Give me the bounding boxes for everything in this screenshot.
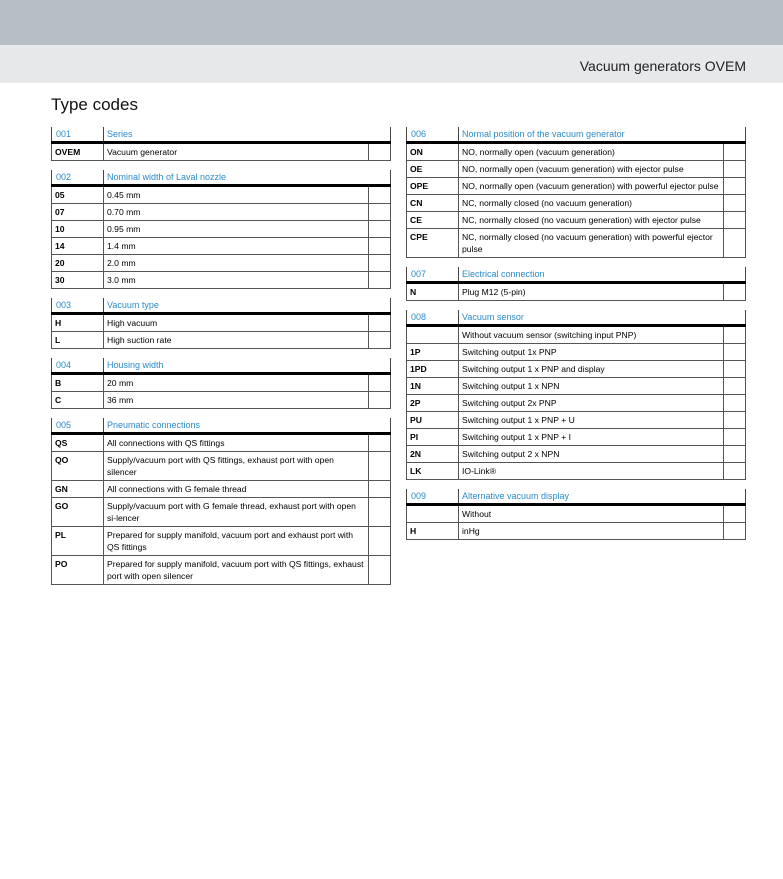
table-row	[406, 344, 746, 361]
row-code: 07	[51, 204, 103, 220]
table-row	[406, 284, 746, 301]
row-code: 1PD	[406, 361, 458, 377]
row-description: Switching output 1 x PNP + U	[458, 412, 723, 428]
table-row	[406, 378, 746, 395]
row-description: Prepared for supply manifold, vacuum port with QS fittings, exhaust port with open silencer	[103, 556, 368, 584]
row-description: NC, normally closed (no vacuum generation) with ejector pulse	[458, 212, 723, 228]
row-empty-cell	[723, 178, 746, 194]
table-row	[406, 463, 746, 480]
row-description: Switching output 1x PNP	[458, 344, 723, 360]
row-description: 1.4 mm	[103, 238, 368, 254]
row-code: ON	[406, 144, 458, 160]
row-empty-cell	[368, 332, 391, 348]
right-column	[406, 127, 746, 549]
row-description: Plug M12 (5-pin)	[458, 284, 723, 300]
row-code: OVEM	[51, 144, 103, 160]
row-code: QS	[51, 435, 103, 451]
row-code: 2P	[406, 395, 458, 411]
group-header	[51, 127, 391, 141]
table-row	[51, 204, 391, 221]
table-row	[51, 498, 391, 527]
table-row	[51, 527, 391, 556]
row-empty-cell	[368, 452, 391, 480]
row-empty-cell	[723, 344, 746, 360]
table-row	[51, 255, 391, 272]
type-code-group	[406, 267, 746, 301]
group-title: Nominal width of Laval nozzle	[103, 170, 391, 184]
table-row	[406, 212, 746, 229]
row-description: 20 mm	[103, 375, 368, 391]
row-code: H	[51, 315, 103, 331]
table-row	[51, 452, 391, 481]
table-row	[406, 412, 746, 429]
page-heading: Type codes	[51, 95, 138, 114]
table-row	[406, 144, 746, 161]
row-empty-cell	[368, 375, 391, 391]
table-row	[51, 221, 391, 238]
group-title: Pneumatic connections	[103, 418, 391, 432]
group-header-edge	[390, 298, 391, 312]
row-code: C	[51, 392, 103, 408]
group-header-edge	[745, 489, 746, 503]
row-empty-cell	[368, 392, 391, 408]
group-title: Electrical connection	[458, 267, 746, 281]
group-header-edge	[390, 358, 391, 372]
table-row	[51, 187, 391, 204]
row-description: Supply/vacuum port with G female thread, exhaust port with open si-lencer	[103, 498, 368, 526]
group-header	[406, 267, 746, 281]
type-code-group	[51, 358, 391, 409]
type-code-group	[51, 170, 391, 289]
row-code: N	[406, 284, 458, 300]
row-description: Switching output 1 x PNP and display	[458, 361, 723, 377]
row-description: Switching output 2x PNP	[458, 395, 723, 411]
table-row	[51, 144, 391, 161]
row-empty-cell	[368, 315, 391, 331]
table-row	[406, 229, 746, 258]
row-description: Switching output 1 x PNP + I	[458, 429, 723, 445]
row-code: 30	[51, 272, 103, 288]
row-empty-cell	[723, 412, 746, 428]
row-code: OPE	[406, 178, 458, 194]
group-title: Vacuum type	[103, 298, 391, 312]
row-description: IO-Link®	[458, 463, 723, 479]
row-empty-cell	[723, 506, 746, 522]
type-code-group	[51, 418, 391, 585]
row-code: CE	[406, 212, 458, 228]
row-code: QO	[51, 452, 103, 480]
row-code: LK	[406, 463, 458, 479]
row-empty-cell	[723, 327, 746, 343]
group-code: 007	[406, 267, 458, 281]
row-code: CN	[406, 195, 458, 211]
table-row	[406, 161, 746, 178]
row-code: H	[406, 523, 458, 539]
row-code	[406, 327, 458, 343]
row-empty-cell	[368, 238, 391, 254]
group-header	[406, 127, 746, 141]
row-empty-cell	[723, 361, 746, 377]
row-empty-cell	[368, 272, 391, 288]
table-row	[51, 315, 391, 332]
row-description: 0.95 mm	[103, 221, 368, 237]
row-description: 0.45 mm	[103, 187, 368, 203]
row-description: NO, normally open (vacuum generation) with ejector pulse	[458, 161, 723, 177]
group-code: 008	[406, 310, 458, 324]
row-description: Without	[458, 506, 723, 522]
row-code: 14	[51, 238, 103, 254]
row-empty-cell	[368, 481, 391, 497]
table-row	[406, 395, 746, 412]
row-code: 20	[51, 255, 103, 271]
row-empty-cell	[723, 144, 746, 160]
table-row	[51, 481, 391, 498]
row-description: NC, normally closed (no vacuum generation) with powerful ejector pulse	[458, 229, 723, 257]
row-empty-cell	[723, 378, 746, 394]
row-empty-cell	[368, 204, 391, 220]
row-code: PL	[51, 527, 103, 555]
row-code: GN	[51, 481, 103, 497]
table-row	[406, 506, 746, 523]
row-code: OE	[406, 161, 458, 177]
row-code: L	[51, 332, 103, 348]
table-row	[51, 238, 391, 255]
row-description: All connections with G female thread	[103, 481, 368, 497]
row-description: Prepared for supply manifold, vacuum port and exhaust port with QS fittings	[103, 527, 368, 555]
group-code: 006	[406, 127, 458, 141]
row-empty-cell	[723, 212, 746, 228]
table-row	[406, 429, 746, 446]
row-code: GO	[51, 498, 103, 526]
group-code: 005	[51, 418, 103, 432]
table-row	[406, 195, 746, 212]
group-code: 001	[51, 127, 103, 141]
row-description: High vacuum	[103, 315, 368, 331]
row-empty-cell	[723, 195, 746, 211]
row-empty-cell	[723, 395, 746, 411]
row-empty-cell	[723, 429, 746, 445]
group-header-edge	[745, 267, 746, 281]
table-row	[406, 446, 746, 463]
table-row	[51, 375, 391, 392]
table-row	[51, 332, 391, 349]
group-header	[51, 170, 391, 184]
row-empty-cell	[368, 221, 391, 237]
table-row	[406, 361, 746, 378]
row-empty-cell	[723, 523, 746, 539]
row-code: PI	[406, 429, 458, 445]
row-empty-cell	[723, 446, 746, 462]
row-description: All connections with QS fittings	[103, 435, 368, 451]
row-description: 3.0 mm	[103, 272, 368, 288]
group-header-edge	[745, 310, 746, 324]
row-empty-cell	[368, 255, 391, 271]
table-row	[406, 327, 746, 344]
row-empty-cell	[723, 463, 746, 479]
row-description: Switching output 2 x NPN	[458, 446, 723, 462]
row-empty-cell	[368, 556, 391, 584]
row-description: NO, normally open (vacuum generation) with powerful ejector pulse	[458, 178, 723, 194]
row-code: PO	[51, 556, 103, 584]
row-description: 36 mm	[103, 392, 368, 408]
row-code: 10	[51, 221, 103, 237]
table-row	[406, 178, 746, 195]
type-code-group	[51, 127, 391, 161]
row-empty-cell	[723, 229, 746, 257]
document-title: Vacuum generators OVEM	[579, 58, 746, 74]
group-title: Series	[103, 127, 391, 141]
group-code: 003	[51, 298, 103, 312]
group-header-edge	[390, 170, 391, 184]
table-row	[51, 272, 391, 289]
group-header	[51, 358, 391, 372]
row-empty-cell	[368, 498, 391, 526]
row-code: 1N	[406, 378, 458, 394]
row-empty-cell	[723, 161, 746, 177]
group-header-edge	[390, 127, 391, 141]
row-code: PU	[406, 412, 458, 428]
group-code: 004	[51, 358, 103, 372]
row-code: 05	[51, 187, 103, 203]
row-description: High suction rate	[103, 332, 368, 348]
group-header	[406, 489, 746, 503]
type-code-group	[406, 127, 746, 258]
row-empty-cell	[368, 144, 391, 160]
type-code-group	[51, 298, 391, 349]
row-code: 2N	[406, 446, 458, 462]
group-code: 002	[51, 170, 103, 184]
row-description: NC, normally closed (no vacuum generation)	[458, 195, 723, 211]
row-description: 2.0 mm	[103, 255, 368, 271]
row-code: 1P	[406, 344, 458, 360]
row-description: 0.70 mm	[103, 204, 368, 220]
row-empty-cell	[368, 527, 391, 555]
row-description: Switching output 1 x NPN	[458, 378, 723, 394]
row-empty-cell	[723, 284, 746, 300]
row-code: B	[51, 375, 103, 391]
row-description: Without vacuum sensor (switching input PNP)	[458, 327, 723, 343]
table-row	[406, 523, 746, 540]
table-row	[51, 556, 391, 585]
row-code	[406, 506, 458, 522]
group-title: Alternative vacuum display	[458, 489, 746, 503]
row-description: Vacuum generator	[103, 144, 368, 160]
row-code: CPE	[406, 229, 458, 257]
row-empty-cell	[368, 435, 391, 451]
row-empty-cell	[368, 187, 391, 203]
group-header	[406, 310, 746, 324]
top-banner	[0, 0, 783, 45]
row-description: NO, normally open (vacuum generation)	[458, 144, 723, 160]
row-description: inHg	[458, 523, 723, 539]
group-title: Housing width	[103, 358, 391, 372]
type-code-group	[406, 489, 746, 540]
group-header	[51, 298, 391, 312]
group-header	[51, 418, 391, 432]
type-code-group	[406, 310, 746, 480]
group-header-edge	[390, 418, 391, 432]
table-row	[51, 392, 391, 409]
row-description: Supply/vacuum port with QS fittings, exhaust port with open silencer	[103, 452, 368, 480]
table-row	[51, 435, 391, 452]
group-title: Vacuum sensor	[458, 310, 746, 324]
group-header-edge	[745, 127, 746, 141]
group-title: Normal position of the vacuum generator	[458, 127, 746, 141]
left-column	[51, 127, 391, 594]
group-code: 009	[406, 489, 458, 503]
